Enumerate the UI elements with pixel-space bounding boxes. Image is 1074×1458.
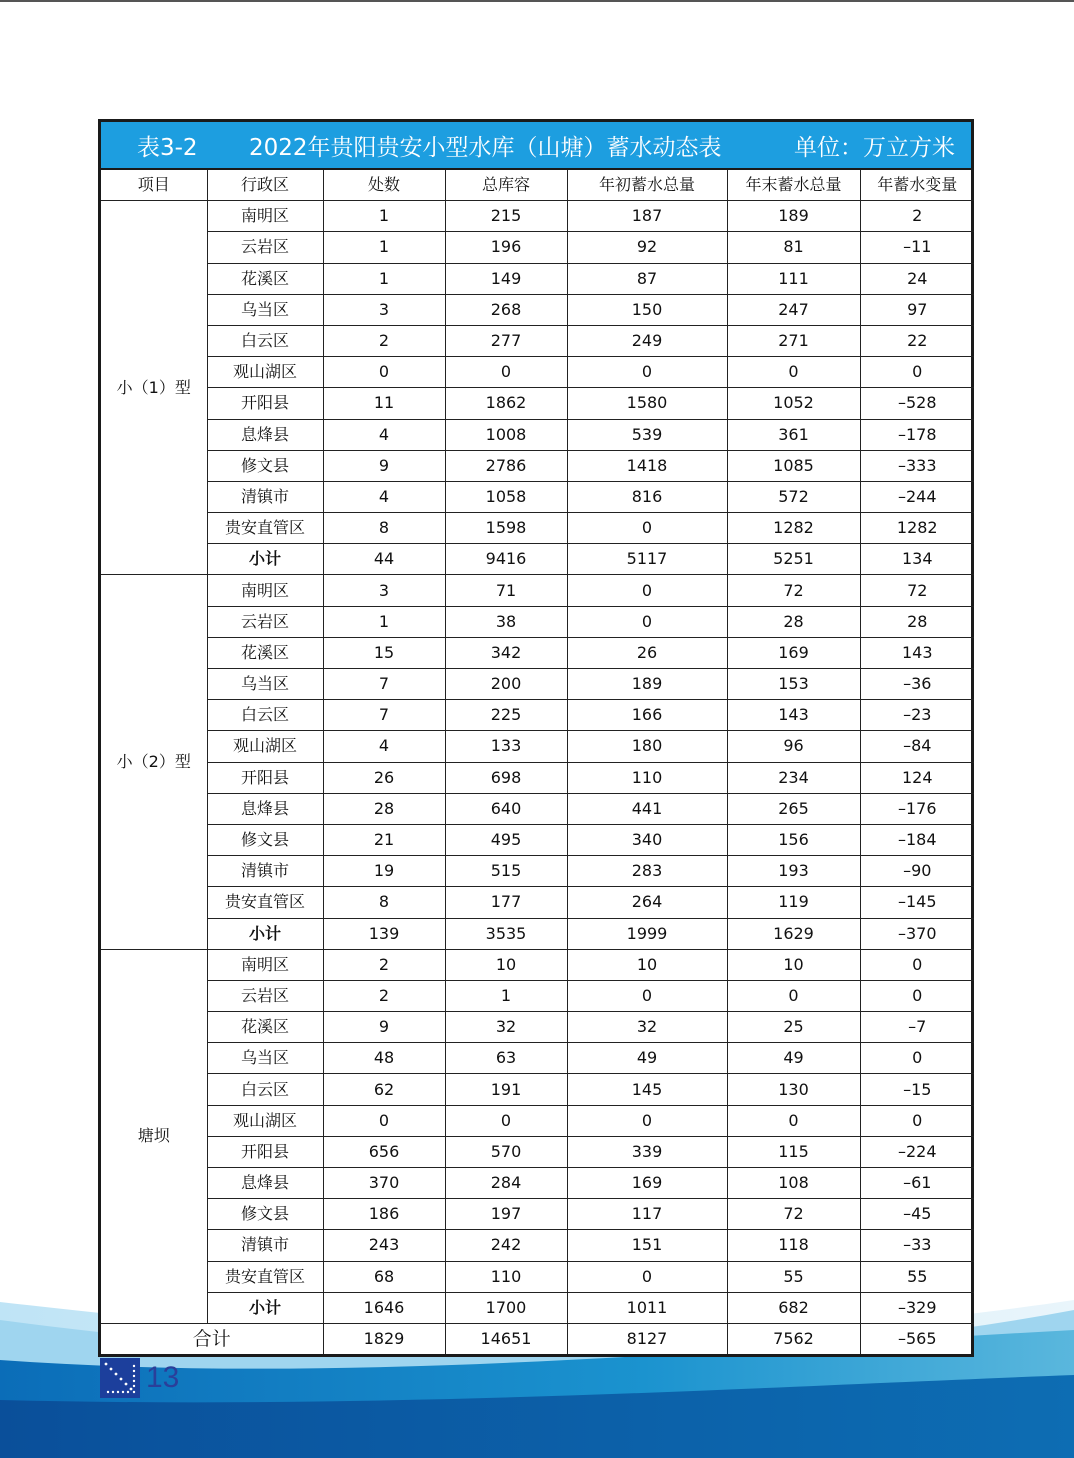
count-cell: 370 <box>323 1168 445 1199</box>
count-cell: 656 <box>323 1136 445 1167</box>
table-row <box>101 637 974 668</box>
count-cell: 9 <box>323 450 445 481</box>
count-cell: 2 <box>323 980 445 1011</box>
district-cell: 观山湖区 <box>207 1105 323 1136</box>
change-cell: –333 <box>860 450 974 481</box>
start-storage-cell: 249 <box>567 325 727 356</box>
page-corner-icon <box>100 1358 140 1398</box>
end-storage-cell: 108 <box>727 1168 860 1199</box>
end-storage-cell: 1629 <box>727 918 860 949</box>
total-label: 合计 <box>101 1323 323 1354</box>
district-cell: 开阳县 <box>207 1136 323 1167</box>
district-cell: 贵安直管区 <box>207 1261 323 1292</box>
end-storage-cell: 72 <box>727 1199 860 1230</box>
table-row <box>101 980 974 1011</box>
end-storage-cell: 130 <box>727 1074 860 1105</box>
subtotal-label: 小计 <box>207 544 323 575</box>
start-storage-cell: 180 <box>567 731 727 762</box>
count-cell: 1 <box>323 606 445 637</box>
start-storage-cell: 32 <box>567 1012 727 1043</box>
count-cell: 68 <box>323 1261 445 1292</box>
capacity-cell: 1058 <box>445 481 567 512</box>
count-cell: 2 <box>323 325 445 356</box>
table-body <box>101 201 974 1324</box>
district-cell: 开阳县 <box>207 762 323 793</box>
change-cell: –370 <box>860 918 974 949</box>
table-row <box>101 606 974 637</box>
start-storage-cell: 169 <box>567 1168 727 1199</box>
start-storage-cell: 539 <box>567 419 727 450</box>
count-cell: 15 <box>323 637 445 668</box>
table-row <box>101 731 974 762</box>
start-storage-cell: 816 <box>567 481 727 512</box>
district-cell: 贵安直管区 <box>207 887 323 918</box>
capacity-cell: 0 <box>445 1105 567 1136</box>
district-cell: 贵安直管区 <box>207 513 323 544</box>
start-storage-cell: 26 <box>567 637 727 668</box>
end-storage-cell: 265 <box>727 793 860 824</box>
subtotal-row <box>101 918 974 949</box>
count-cell: 4 <box>323 481 445 512</box>
end-storage-cell: 682 <box>727 1292 860 1323</box>
count-cell: 186 <box>323 1199 445 1230</box>
count-cell: 4 <box>323 419 445 450</box>
table-row <box>101 1230 974 1261</box>
change-cell: 24 <box>860 263 974 294</box>
table-row <box>101 1105 974 1136</box>
count-cell: 1 <box>323 201 445 232</box>
table-row <box>101 1043 974 1074</box>
table-code: 表3-2 <box>137 134 198 161</box>
header-count: 处数 <box>323 170 445 201</box>
top-rule <box>0 0 1074 2</box>
count-cell: 4 <box>323 731 445 762</box>
capacity-cell: 268 <box>445 294 567 325</box>
start-storage-cell: 150 <box>567 294 727 325</box>
change-cell: –11 <box>860 232 974 263</box>
table-title: 2022年贵阳贵安小型水库（山塘）蓄水动态表 <box>249 134 722 161</box>
capacity-cell: 342 <box>445 637 567 668</box>
district-cell: 修文县 <box>207 1199 323 1230</box>
district-cell: 南明区 <box>207 575 323 606</box>
change-cell: –45 <box>860 1199 974 1230</box>
count-cell: 0 <box>323 1105 445 1136</box>
end-storage-cell: 115 <box>727 1136 860 1167</box>
end-storage-cell: 189 <box>727 201 860 232</box>
start-storage-cell: 92 <box>567 232 727 263</box>
capacity-cell: 284 <box>445 1168 567 1199</box>
end-storage-cell: 247 <box>727 294 860 325</box>
count-cell: 26 <box>323 762 445 793</box>
table-row <box>101 949 974 980</box>
end-storage-cell: 72 <box>727 575 860 606</box>
count-cell: 0 <box>323 357 445 388</box>
end-storage-cell: 1052 <box>727 388 860 419</box>
capacity-cell: 191 <box>445 1074 567 1105</box>
capacity-cell: 38 <box>445 606 567 637</box>
capacity-cell: 110 <box>445 1261 567 1292</box>
table-row <box>101 325 974 356</box>
table-row <box>101 357 974 388</box>
table-row <box>101 887 974 918</box>
start-storage-cell: 0 <box>567 606 727 637</box>
start-storage-cell: 151 <box>567 1230 727 1261</box>
change-cell: –145 <box>860 887 974 918</box>
capacity-cell: 1700 <box>445 1292 567 1323</box>
start-storage-cell: 441 <box>567 793 727 824</box>
table-row <box>101 793 974 824</box>
change-cell: 22 <box>860 325 974 356</box>
change-cell: –33 <box>860 1230 974 1261</box>
start-storage-cell: 283 <box>567 856 727 887</box>
change-cell: –178 <box>860 419 974 450</box>
start-storage-cell: 5117 <box>567 544 727 575</box>
table-row <box>101 1074 974 1105</box>
end-storage-cell: 1085 <box>727 450 860 481</box>
end-storage-cell: 0 <box>727 357 860 388</box>
table-row <box>101 669 974 700</box>
start-storage-cell: 49 <box>567 1043 727 1074</box>
total-change: –565 <box>860 1323 974 1354</box>
start-storage-cell: 1011 <box>567 1292 727 1323</box>
start-storage-cell: 187 <box>567 201 727 232</box>
change-cell: 0 <box>860 949 974 980</box>
header-end-storage: 年末蓄水总量 <box>727 170 860 201</box>
capacity-cell: 515 <box>445 856 567 887</box>
count-cell: 3 <box>323 294 445 325</box>
subtotal-row <box>101 1292 974 1323</box>
count-cell: 7 <box>323 700 445 731</box>
table-row <box>101 513 974 544</box>
end-storage-cell: 96 <box>727 731 860 762</box>
start-storage-cell: 339 <box>567 1136 727 1167</box>
table-row <box>101 232 974 263</box>
capacity-cell: 3535 <box>445 918 567 949</box>
capacity-cell: 495 <box>445 824 567 855</box>
total-start-storage: 8127 <box>567 1323 727 1354</box>
count-cell: 19 <box>323 856 445 887</box>
start-storage-cell: 0 <box>567 1261 727 1292</box>
change-cell: 0 <box>860 1105 974 1136</box>
table-row <box>101 1199 974 1230</box>
start-storage-cell: 87 <box>567 263 727 294</box>
change-cell: 55 <box>860 1261 974 1292</box>
end-storage-cell: 234 <box>727 762 860 793</box>
table-row <box>101 1261 974 1292</box>
table-row <box>101 1168 974 1199</box>
end-storage-cell: 111 <box>727 263 860 294</box>
table-title-bar <box>101 122 971 170</box>
change-cell: 1282 <box>860 513 974 544</box>
change-cell: 0 <box>860 357 974 388</box>
end-storage-cell: 25 <box>727 1012 860 1043</box>
capacity-cell: 177 <box>445 887 567 918</box>
end-storage-cell: 271 <box>727 325 860 356</box>
category-cell: 塘坝 <box>101 949 207 1323</box>
change-cell: –224 <box>860 1136 974 1167</box>
capacity-cell: 1598 <box>445 513 567 544</box>
count-cell: 139 <box>323 918 445 949</box>
start-storage-cell: 166 <box>567 700 727 731</box>
count-cell: 21 <box>323 824 445 855</box>
count-cell: 1 <box>323 263 445 294</box>
count-cell: 11 <box>323 388 445 419</box>
total-row <box>101 1323 974 1354</box>
capacity-cell: 200 <box>445 669 567 700</box>
header-change: 年蓄水变量 <box>860 170 974 201</box>
start-storage-cell: 189 <box>567 669 727 700</box>
change-cell: –184 <box>860 824 974 855</box>
table-row <box>101 263 974 294</box>
table-row <box>101 700 974 731</box>
count-cell: 28 <box>323 793 445 824</box>
capacity-cell: 63 <box>445 1043 567 1074</box>
district-cell: 息烽县 <box>207 1168 323 1199</box>
count-cell: 44 <box>323 544 445 575</box>
end-storage-cell: 49 <box>727 1043 860 1074</box>
start-storage-cell: 340 <box>567 824 727 855</box>
page-number-block <box>100 1358 179 1398</box>
count-cell: 9 <box>323 1012 445 1043</box>
end-storage-cell: 361 <box>727 419 860 450</box>
district-cell: 花溪区 <box>207 1012 323 1043</box>
capacity-cell: 149 <box>445 263 567 294</box>
capacity-cell: 197 <box>445 1199 567 1230</box>
category-cell: 小（1）型 <box>101 201 207 575</box>
capacity-cell: 225 <box>445 700 567 731</box>
subtotal-row <box>101 544 974 575</box>
end-storage-cell: 118 <box>727 1230 860 1261</box>
start-storage-cell: 145 <box>567 1074 727 1105</box>
change-cell: 0 <box>860 980 974 1011</box>
capacity-cell: 0 <box>445 357 567 388</box>
capacity-cell: 1 <box>445 980 567 1011</box>
district-cell: 云岩区 <box>207 606 323 637</box>
district-cell: 观山湖区 <box>207 731 323 762</box>
header-row <box>101 170 974 201</box>
start-storage-cell: 0 <box>567 980 727 1011</box>
capacity-cell: 71 <box>445 575 567 606</box>
change-cell: 28 <box>860 606 974 637</box>
table-unit: 单位：万立方米 <box>794 134 955 161</box>
end-storage-cell: 153 <box>727 669 860 700</box>
district-cell: 花溪区 <box>207 637 323 668</box>
capacity-cell: 9416 <box>445 544 567 575</box>
capacity-cell: 215 <box>445 201 567 232</box>
subtotal-label: 小计 <box>207 1292 323 1323</box>
district-cell: 南明区 <box>207 949 323 980</box>
category-cell: 小（2）型 <box>101 575 207 949</box>
change-cell: 72 <box>860 575 974 606</box>
table-row <box>101 388 974 419</box>
total-end-storage: 7562 <box>727 1323 860 1354</box>
end-storage-cell: 119 <box>727 887 860 918</box>
table-row <box>101 1012 974 1043</box>
table-row <box>101 1136 974 1167</box>
change-cell: 97 <box>860 294 974 325</box>
capacity-cell: 1862 <box>445 388 567 419</box>
header-start-storage: 年初蓄水总量 <box>567 170 727 201</box>
count-cell: 8 <box>323 513 445 544</box>
start-storage-cell: 1418 <box>567 450 727 481</box>
change-cell: –176 <box>860 793 974 824</box>
start-storage-cell: 1999 <box>567 918 727 949</box>
capacity-cell: 133 <box>445 731 567 762</box>
end-storage-cell: 193 <box>727 856 860 887</box>
start-storage-cell: 0 <box>567 1105 727 1136</box>
table-row <box>101 575 974 606</box>
change-cell: –7 <box>860 1012 974 1043</box>
header-capacity: 总库容 <box>445 170 567 201</box>
header-district: 行政区 <box>207 170 323 201</box>
subtotal-label: 小计 <box>207 918 323 949</box>
start-storage-cell: 0 <box>567 357 727 388</box>
change-cell: –244 <box>860 481 974 512</box>
table-row <box>101 294 974 325</box>
district-cell: 开阳县 <box>207 388 323 419</box>
change-cell: 124 <box>860 762 974 793</box>
count-cell: 48 <box>323 1043 445 1074</box>
district-cell: 息烽县 <box>207 419 323 450</box>
district-cell: 白云区 <box>207 1074 323 1105</box>
total-count: 1829 <box>323 1323 445 1354</box>
capacity-cell: 277 <box>445 325 567 356</box>
start-storage-cell: 117 <box>567 1199 727 1230</box>
count-cell: 8 <box>323 887 445 918</box>
end-storage-cell: 169 <box>727 637 860 668</box>
table-row <box>101 419 974 450</box>
table-row <box>101 762 974 793</box>
change-cell: 143 <box>860 637 974 668</box>
change-cell: –15 <box>860 1074 974 1105</box>
count-cell: 2 <box>323 949 445 980</box>
table-row <box>101 481 974 512</box>
district-cell: 花溪区 <box>207 263 323 294</box>
page-number: 13 <box>146 1361 180 1394</box>
storage-table <box>101 170 974 1354</box>
capacity-cell: 242 <box>445 1230 567 1261</box>
change-cell: –61 <box>860 1168 974 1199</box>
change-cell: 0 <box>860 1043 974 1074</box>
count-cell: 1646 <box>323 1292 445 1323</box>
change-cell: –23 <box>860 700 974 731</box>
capacity-cell: 196 <box>445 232 567 263</box>
capacity-cell: 2786 <box>445 450 567 481</box>
table-row <box>101 450 974 481</box>
count-cell: 62 <box>323 1074 445 1105</box>
start-storage-cell: 1580 <box>567 388 727 419</box>
end-storage-cell: 572 <box>727 481 860 512</box>
district-cell: 清镇市 <box>207 481 323 512</box>
district-cell: 清镇市 <box>207 1230 323 1261</box>
district-cell: 乌当区 <box>207 669 323 700</box>
capacity-cell: 570 <box>445 1136 567 1167</box>
table-row <box>101 201 974 232</box>
table-row <box>101 856 974 887</box>
change-cell: –84 <box>860 731 974 762</box>
count-cell: 7 <box>323 669 445 700</box>
end-storage-cell: 81 <box>727 232 860 263</box>
count-cell: 1 <box>323 232 445 263</box>
district-cell: 云岩区 <box>207 232 323 263</box>
start-storage-cell: 264 <box>567 887 727 918</box>
table-row <box>101 824 974 855</box>
end-storage-cell: 0 <box>727 980 860 1011</box>
start-storage-cell: 110 <box>567 762 727 793</box>
end-storage-cell: 10 <box>727 949 860 980</box>
total-capacity: 14651 <box>445 1323 567 1354</box>
district-cell: 云岩区 <box>207 980 323 1011</box>
change-cell: –90 <box>860 856 974 887</box>
start-storage-cell: 0 <box>567 513 727 544</box>
district-cell: 白云区 <box>207 325 323 356</box>
change-cell: –329 <box>860 1292 974 1323</box>
end-storage-cell: 1282 <box>727 513 860 544</box>
capacity-cell: 698 <box>445 762 567 793</box>
district-cell: 息烽县 <box>207 793 323 824</box>
end-storage-cell: 5251 <box>727 544 860 575</box>
capacity-cell: 32 <box>445 1012 567 1043</box>
end-storage-cell: 55 <box>727 1261 860 1292</box>
header-category: 项目 <box>101 170 207 201</box>
count-cell: 243 <box>323 1230 445 1261</box>
district-cell: 修文县 <box>207 824 323 855</box>
district-cell: 清镇市 <box>207 856 323 887</box>
end-storage-cell: 156 <box>727 824 860 855</box>
start-storage-cell: 0 <box>567 575 727 606</box>
capacity-cell: 1008 <box>445 419 567 450</box>
storage-table-container <box>98 119 974 1357</box>
district-cell: 南明区 <box>207 201 323 232</box>
district-cell: 乌当区 <box>207 1043 323 1074</box>
start-storage-cell: 10 <box>567 949 727 980</box>
end-storage-cell: 28 <box>727 606 860 637</box>
capacity-cell: 640 <box>445 793 567 824</box>
end-storage-cell: 143 <box>727 700 860 731</box>
change-cell: –36 <box>860 669 974 700</box>
count-cell: 3 <box>323 575 445 606</box>
district-cell: 乌当区 <box>207 294 323 325</box>
district-cell: 修文县 <box>207 450 323 481</box>
capacity-cell: 10 <box>445 949 567 980</box>
change-cell: 134 <box>860 544 974 575</box>
end-storage-cell: 0 <box>727 1105 860 1136</box>
change-cell: –528 <box>860 388 974 419</box>
district-cell: 观山湖区 <box>207 357 323 388</box>
district-cell: 白云区 <box>207 700 323 731</box>
change-cell: 2 <box>860 201 974 232</box>
